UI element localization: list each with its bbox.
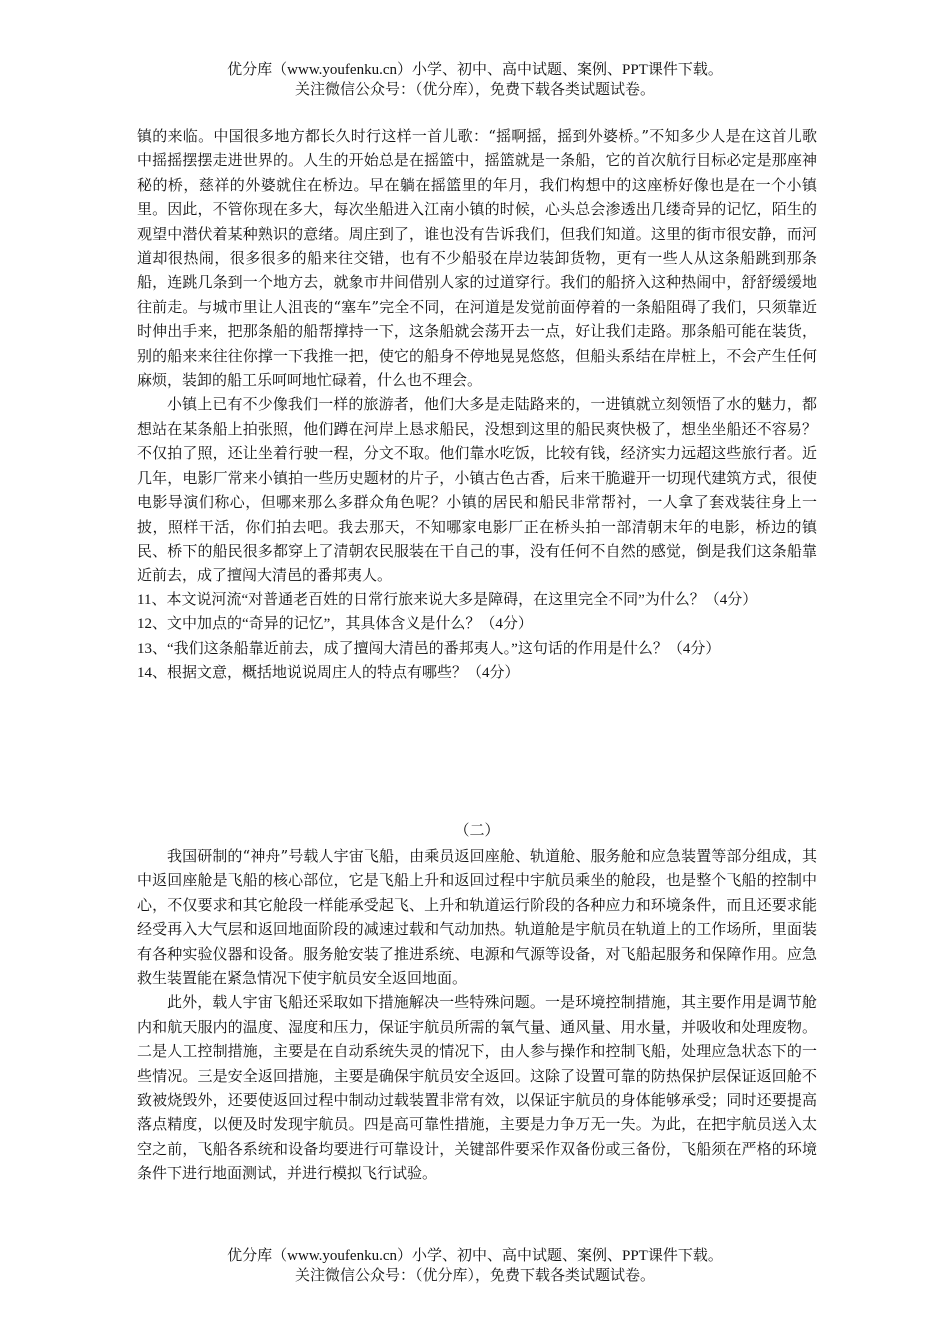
paragraph-2: 小镇上已有不少像我们一样的旅游者，他们大多是走陆路来的，一进镇就立刻领悟了水的魅力，都想站在某条船上拍张照，他们蹲在河岸上恳求船民，没想到这里的船民爽快极了，想坐坐船还不容易？不仅拍了照，还让坐着行驶一程，分文不取。他们靠水吃饭，比较有钱，经济实力远超这些旅行者。近几年，电影厂常来小镇拍一些历史题材的片子，小镇古色古香，后来干脆避开一切现代建筑方式，很使电影导演们称心，但哪来那么多群众角色呢？小镇的居民和船民非常帮衬，一人拿了套戏装往身上一披，照样干活，你们拍去吧。我去那天，不知哪家电影厂正在桥头拍一部清朝末年的电影，桥边的镇民、桥下的船民很多都穿上了清朝农民服装在干自己的事，没有任何不自然的感觉，倒是我们这条船靠近前去，成了擅闯大清邑的番邦夷人。 (137, 395, 817, 585)
paragraph-3: 我国研制的“神舟”号载人宇宙飞船，由乘员返回座舱、轨道舱、服务舱和应急装置等部分组成，其中返回座舱是飞船的核心部位，它是飞船上升和返回过程中宇航员乘坐的舱段，也是整个飞船的控制中心，不仅要求和其它舱段一样能承受起飞、上升和轨道运行阶段的各种应力和环境条件，而且还要求能经受再入大气层和返回地面阶段的减速过载和气动加热。轨道舱是宇航员在轨道上的工作场所，里面装有各种实验仪器和设备。服务舱安装了推进系统、电源和气源等设备，对飞船起服务和保障作用。应急救生装置能在紧急情况下使宇航员安全返回地面。 (137, 847, 817, 988)
section-2-title: （二） (454, 821, 500, 839)
question-12: 12、文中加点的“奇异的记忆”，其具体含义是什么？（4分） (137, 616, 533, 633)
paragraph-4: 此外，载人宇宙飞船还采取如下措施解决一些特殊问题。一是环境控制措施，其主要作用是调节舱内和航天服内的温度、湿度和压力，保证宇航员所需的氧气量、通风量、用水量，并吸收和处理废物。二是人工控制措施，主要是在自动系统失灵的情况下，由人参与操作和控制飞船，处理应急状态下的一些情况。三是安全返回措施，主要是确保宇航员安全返回。这除了设置可靠的防热保护层保证返回舱不致被烧毁外，还要使返回过程中制动过载装置非常有效，以保证宇航员的身体能够承受；同时还要提高落点精度，以便及时发现宇航员。四是高可靠性措施，主要是力争万无一失。为此，在把宇航员送入太空之前，飞船各系统和设备均要进行可靠设计，关键部件要采作双备份或三备份，飞船须在严格的环境条件下进行地面测试，并进行模拟飞行试验。 (137, 993, 817, 1183)
footer-line-1: 优分库（www.youfenku.cn）小学、初中、高中试题、案例、PPT课件下载。 (227, 1248, 723, 1264)
question-11: 11、本文说河流“对普通老百姓的日常行旅来说大多是障碍，在这里完全不同”为什么？（4分） (137, 591, 758, 608)
header-line-2: 关注微信公众号：（优分库），免费下载各类试题试卷。 (294, 82, 655, 98)
section-2 (137, 818, 817, 1186)
question-14: 14、根据文意，概括地说说周庄人的特点有哪些？（4分） (137, 664, 520, 681)
page-header (0, 60, 950, 100)
header-line-1: 优分库（www.youfenku.cn）小学、初中、高中试题、案例、PPT课件下载。 (227, 62, 723, 78)
page-footer (0, 1246, 950, 1286)
footer-line-2: 关注微信公众号：（优分库），免费下载各类试题试卷。 (294, 1268, 655, 1284)
section-1 (137, 124, 817, 685)
question-13: 13、“我们这条船靠近前去，成了擅闯大清邑的番邦夷人。”这句话的作用是什么？（4分） (137, 640, 721, 657)
paragraph-1: 镇的来临。中国很多地方都长久时行这样一首儿歌：“摇啊摇，摇到外婆桥。”不知多少人是在这首儿歌中摇摇摆摆走进世界的。人生的开始总是在摇篮中，摇篮就是一条船，它的首次航行目标必定是那座神秘的桥，慈祥的外婆就住在桥边。早在躺在摇篮里的年月，我们构想中的这座桥好像也是在一个小镇里。因此，不管你现在多大，每次坐船进入江南小镇的时候，心头总会渗透出几缕奇异的记忆，陌生的观望中潜伏着某种熟识的意绪。周庄到了，谁也没有告诉我们，但我们知道。这里的街市很安静，而河道却很热闹，很多很多的船来往交错，也有不少船驳在岸边装卸货物，更有一些人从这条船跳到那条船，连跳几条到一个地方去，就象市井间借别人家的过道穿行。我们的船挤入这种热闹中，舒舒缓缓地往前走。与城市里让人沮丧的“塞车”完全不同，在河道是发觉前面停着的一条船阻碍了我们，只须靠近时伸出手来，把那条船的船帮撑持一下，这条船就会荡开去一点，好让我们走路。那条船可能在装货，别的船来来往往你撑一下我推一把，使它的船身不停地晃晃悠悠，但船头系结在岸桩上，不会产生任何麻烦，装卸的船工乐呵呵地忙碌着，什么也不理会。 (137, 127, 817, 390)
